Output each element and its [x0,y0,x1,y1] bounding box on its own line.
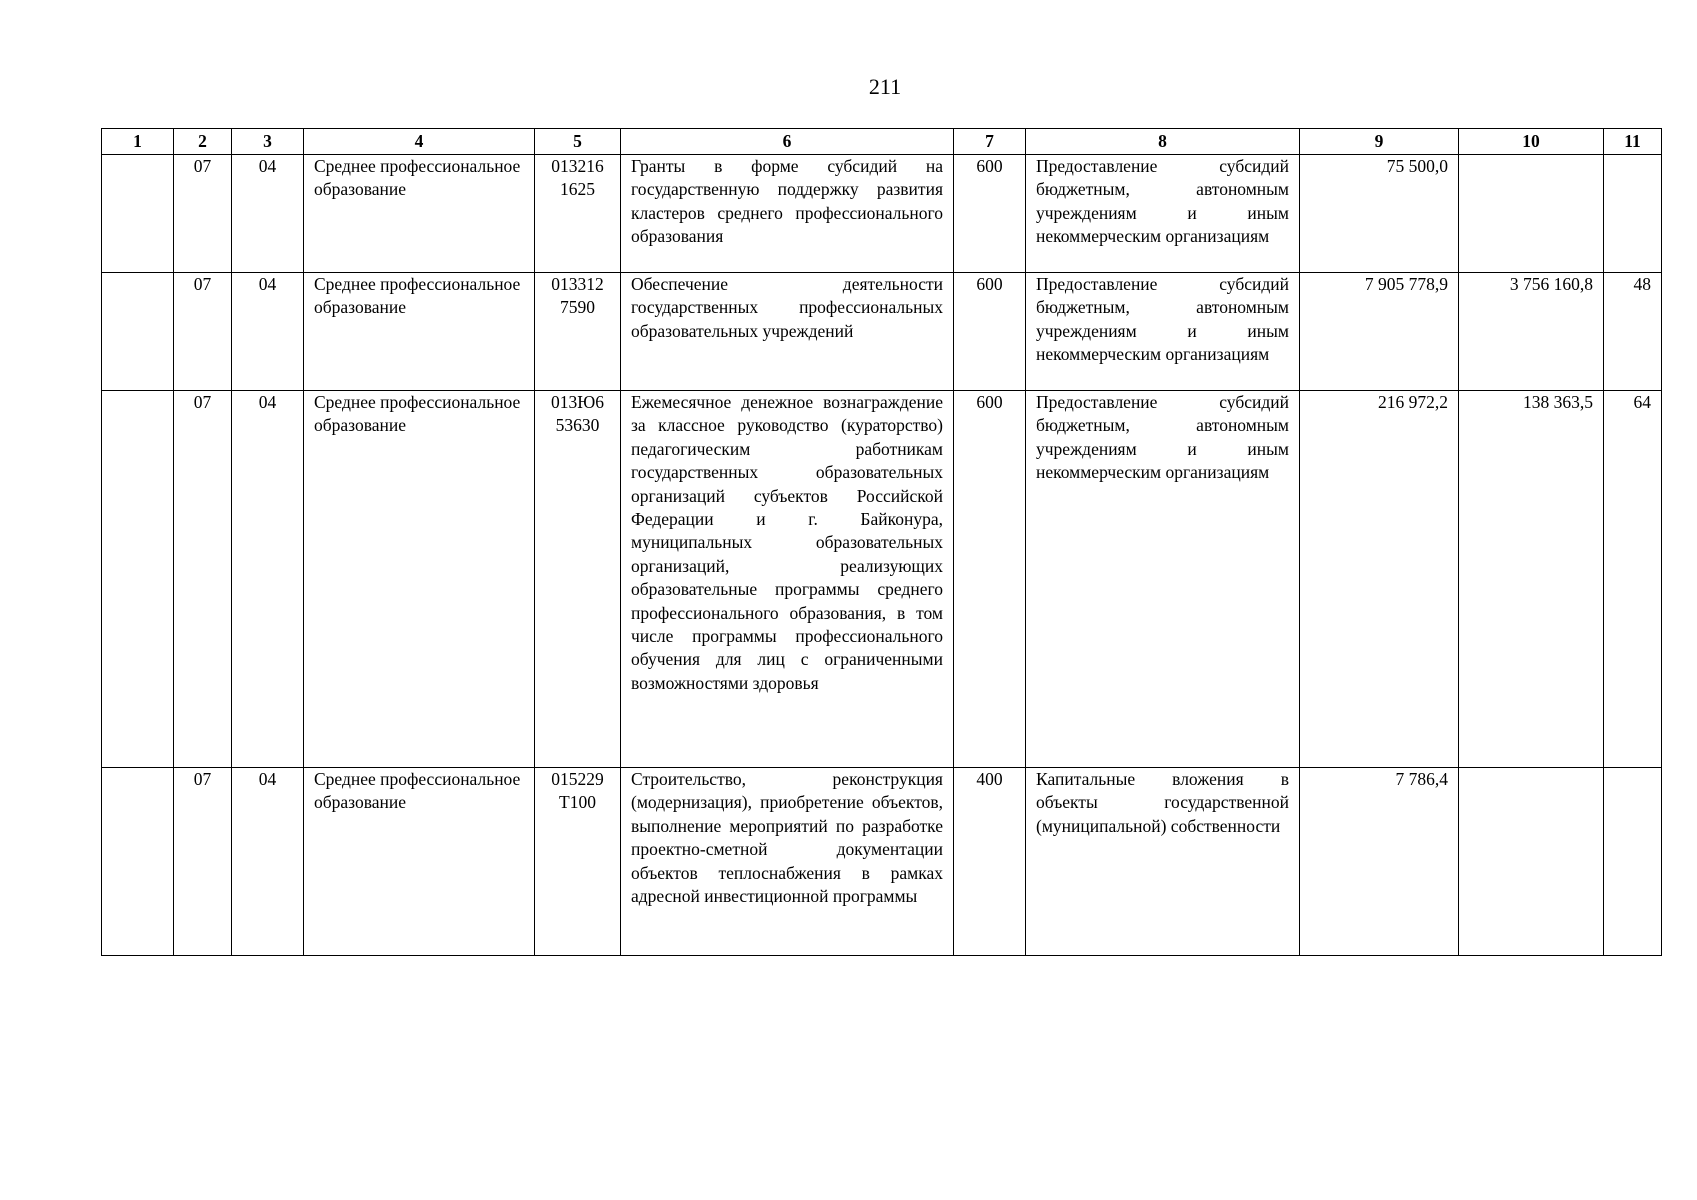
target-code-part1: 013312 [551,274,604,294]
target-code-part1: 013216 [551,156,604,176]
page-number: 211 [868,74,902,99]
column-header: 10 [1459,129,1604,155]
cell-subsection: 04 [232,391,304,768]
cell-amount: 7 905 778,9 [1300,273,1459,391]
column-header: 9 [1300,129,1459,155]
cell-target-code [535,273,621,391]
cell-section-name: Среднее профессиональное образование [304,391,535,768]
table-row [102,391,1662,768]
target-code-part2: Т100 [559,792,596,813]
target-code-part2: 53630 [555,415,600,436]
column-header: 11 [1604,129,1662,155]
budget-table [101,128,1662,956]
cell-expense-name: Предоставление субсидий бюджетным, автономным учреждениям и иным некоммерческим организациям [1026,391,1300,768]
cell-section: 07 [174,391,232,768]
column-header: 3 [232,129,304,155]
cell-expense-type: 600 [954,273,1026,391]
column-header: 1 [102,129,174,155]
cell-col1 [102,391,174,768]
cell-col11 [1604,768,1662,956]
cell-target-name: Гранты в форме субсидий на государственную поддержку развития кластеров среднего профессионального образования [621,155,954,273]
column-header: 8 [1026,129,1300,155]
target-code-part1: 015229 [551,769,604,789]
cell-section: 07 [174,155,232,273]
cell-subsection: 04 [232,155,304,273]
cell-section: 07 [174,273,232,391]
target-code-part2: 1625 [560,179,595,200]
cell-expense-name: Предоставление субсидий бюджетным, автономным учреждениям и иным некоммерческим организациям [1026,273,1300,391]
cell-col11 [1604,155,1662,273]
table-row [102,273,1662,391]
cell-target-code [535,768,621,956]
column-header: 6 [621,129,954,155]
cell-amount-2 [1459,155,1604,273]
cell-amount-2 [1459,768,1604,956]
cell-amount-2: 3 756 160,8 [1459,273,1604,391]
cell-amount: 216 972,2 [1300,391,1459,768]
cell-amount-2: 138 363,5 [1459,391,1604,768]
column-header: 7 [954,129,1026,155]
column-header: 2 [174,129,232,155]
cell-section: 07 [174,768,232,956]
cell-col11: 64 [1604,391,1662,768]
cell-expense-type: 600 [954,391,1026,768]
cell-section-name: Среднее профессиональное образование [304,155,535,273]
target-code-part2: 7590 [560,297,595,318]
target-code-part1: 013Ю6 [551,392,604,412]
cell-subsection: 04 [232,273,304,391]
cell-section-name: Среднее профессиональное образование [304,273,535,391]
table-row [102,768,1662,956]
table-row [102,155,1662,273]
cell-amount: 7 786,4 [1300,768,1459,956]
cell-expense-name: Капитальные вложения в объекты государственной (муниципальной) собственности [1026,768,1300,956]
cell-target-code [535,391,621,768]
cell-expense-type: 400 [954,768,1026,956]
cell-expense-name: Предоставление субсидий бюджетным, автономным учреждениям и иным некоммерческим организациям [1026,155,1300,273]
cell-col1 [102,768,174,956]
cell-section-name: Среднее профессиональное образование [304,768,535,956]
table-header-row [102,129,1662,155]
cell-col1 [102,273,174,391]
cell-target-code [535,155,621,273]
cell-expense-type: 600 [954,155,1026,273]
cell-subsection: 04 [232,768,304,956]
cell-target-name: Ежемесячное денежное вознаграждение за классное руководство (кураторство) педагогическим работникам государственных образовательных организаций субъектов Российской Федерации и г. Байконура, муниципальных образовательных организаций, реализующих образовательные программы среднего профессионального образования, в том числе программы профессионального обучения для лиц с ограниченными возможностями здоровья [621,391,954,768]
column-header: 5 [535,129,621,155]
cell-amount: 75 500,0 [1300,155,1459,273]
cell-target-name: Обеспечение деятельности государственных профессиональных образовательных учреждений [621,273,954,391]
cell-col11: 48 [1604,273,1662,391]
column-header: 4 [304,129,535,155]
cell-col1 [102,155,174,273]
cell-target-name: Строительство, реконструкция (модернизация), приобретение объектов, выполнение мероприятий по разработке проектно-сметной документации объектов теплоснабжения в рамках адресной инвестиционной программы [621,768,954,956]
